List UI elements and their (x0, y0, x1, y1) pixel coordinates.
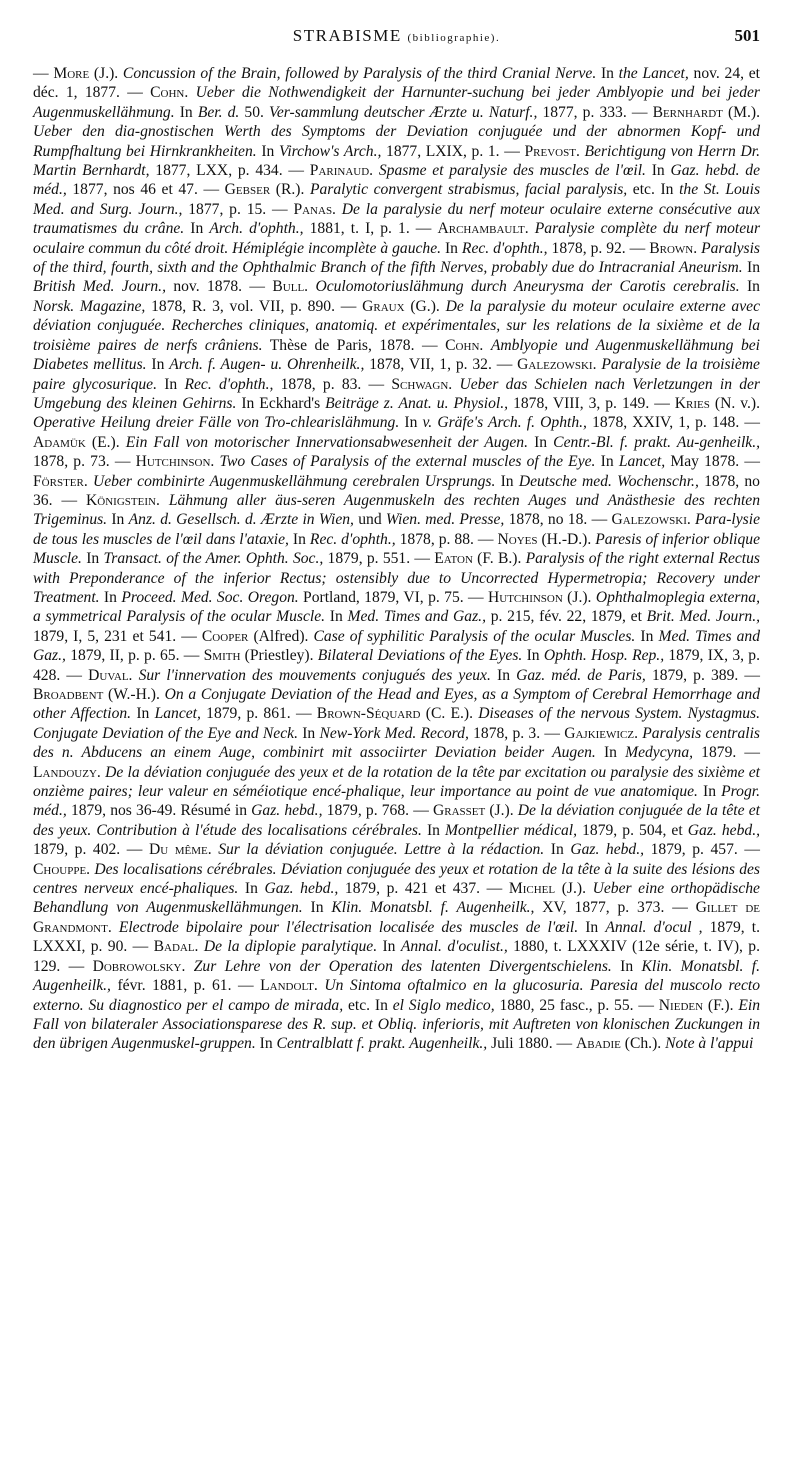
text-run: In (742, 259, 761, 277)
italic-title-run: Zur Lehre von der Operation des latenten Divergentschielens. (193, 957, 612, 975)
text-run: In (578, 918, 606, 936)
italic-title-run: Concussion of the Brain, followed by Paralysis of the third Cranial Nerve. (122, 65, 597, 82)
italic-title-run: Bilateral Deviations of the Eyes. (317, 647, 523, 665)
italic-title-run: Lancet, (618, 453, 666, 471)
text-run: 1878, p. 3. — (468, 724, 565, 742)
italic-title-run: Sur la déviation conjuguée. Lettre à la rédaction. (218, 841, 545, 859)
italic-title-run: Gaz. hebd., (251, 802, 323, 820)
italic-title-run: Two Cases of Paralysis of the external muscles of the Eye. (219, 453, 596, 471)
italic-title-run: Lancet, (154, 705, 201, 723)
italic-title-run: el Siglo medico, (392, 996, 495, 1014)
italic-title-run: Beiträge z. Anat. u. Physiol., (325, 394, 509, 412)
text-run: Juli 1880. — (487, 1035, 576, 1053)
italic-title-run: Gaz. hebd., (570, 841, 645, 859)
italic-title-run: Ueber combinirte Augenmuskellähmung cerebralen Ursprungs. (92, 472, 496, 490)
italic-title-run: Progr. méd., (33, 783, 760, 820)
text-run: In (81, 550, 104, 568)
italic-title-run: Ophthalmoplegia externa, a symmetrical Paralysis of the ocular Muscle. (33, 588, 760, 626)
italic-title-run: Virchow's Arch., (278, 142, 382, 160)
italic-title-run: the St. Louis Med. and Surg. Journ., (33, 181, 761, 218)
italic-title-run: De la diplopie paralytique. (203, 938, 378, 956)
italic-title-run: Arch. f. Augen- u. Ohrenheilk., (169, 356, 365, 374)
italic-title-run: Montpellier médical, (445, 821, 578, 839)
italic-title-run: Sur l'innervation des mouvements conjugués des yeux. (138, 666, 491, 684)
author-name-run: Hutchinson (487, 588, 563, 606)
author-name-run: Panas. (293, 200, 336, 218)
text-run: In (377, 938, 401, 956)
text-run: (J.). (89, 65, 123, 82)
text-run: 1879, I, 5, 231 et 541. — (33, 627, 202, 645)
text-run: 1879, t. LXXXI, p. 90. — (33, 918, 761, 956)
text-run: 1878, p. 92. — (547, 239, 650, 257)
text-run: In (256, 142, 279, 160)
text-run: (Alfred). (248, 627, 314, 645)
italic-title-run: Case of syphilitic Paralysis of the ocular Muscles. (313, 627, 636, 645)
italic-title-run: Ber. d. (197, 103, 240, 121)
text-run: In (544, 841, 571, 859)
italic-title-run: Berichtigung von Herrn Dr. Martin Bernhardt, (33, 142, 760, 180)
italic-title-run: De la paralysie du moteur oculaire externe avec déviation conjuguée. Recherches cliniques, anatomiq. et expérimentales, sur les relations de la sixième et de la troisième paires de nerfs crâniens. (33, 297, 760, 354)
author-name-run: Broadbent (33, 686, 104, 703)
italic-title-run: De la déviation conjuguée de la tête et des yeux. Contribution à l'étude des localisations cérébrales. (33, 802, 760, 839)
author-name-run: Förster. (33, 472, 88, 490)
text-run: In (174, 103, 198, 121)
text-run: 1879, p. 421 et 437. — (338, 880, 509, 898)
italic-title-run: Ueber die Nothwendigkeit der Harnunter-suchung bei jeder Amblyopie und bei jeder Augenmuskellähmung. (33, 84, 760, 121)
text-run (483, 337, 491, 354)
text-run: (Ch.). (620, 1035, 666, 1053)
italic-title-run: Paralysie de la troisième paire glycosurique. (33, 356, 760, 393)
author-name-run: Graux (362, 297, 405, 315)
author-name-run: Cohn. (150, 84, 189, 102)
text-run: In (527, 433, 554, 451)
text-run: (E.). (85, 433, 126, 451)
text-run: 1879, p. 457. — (644, 841, 760, 859)
text-run: — (33, 65, 54, 82)
text-run: nov. 1878. — (165, 278, 273, 296)
text-run: In (611, 957, 642, 975)
text-run: (F. B.). (472, 550, 526, 568)
author-name-run: Archambault. (437, 220, 529, 238)
page-number: 501 (734, 26, 760, 45)
bibliography-text (33, 64, 760, 1054)
text-run: (H.-D.). (537, 530, 596, 548)
italic-title-run: Norsk. Magazine, (33, 297, 146, 315)
text-run: févr. 1881, p. 61. — (110, 977, 261, 995)
author-name-run: Hutchinson. (135, 453, 215, 471)
italic-title-run: Note à l'appui (665, 1035, 754, 1053)
text-run: In (421, 821, 446, 839)
italic-title-run: Des localisations cérébrales. Déviation conjuguée des yeux et rotation de la tête à la suite des lésions des centres nerveux encé-phaliques. (33, 860, 760, 898)
text-run: In (157, 375, 185, 393)
italic-title-run: On a Conjugate Deviation of the Head and Eyes, as a Symptom of Cerebral Hemorrhage and other Affection. (33, 686, 760, 723)
text-run: In (490, 666, 517, 684)
text-run (188, 84, 195, 101)
italic-title-run: Klin. Monatsbl. f. Augenheilk., (331, 899, 535, 917)
text-run: In (441, 239, 462, 257)
text-run: 1878, VII, 1, p. 32. — (364, 356, 518, 374)
text-run: (J.). (555, 880, 593, 898)
author-name-run: Cooper (201, 627, 249, 645)
author-name-run: Landolt. (260, 977, 318, 995)
text-run: (W.-H.). (103, 686, 165, 703)
text-run: 1878, R. 3, vol. VII, p. 890. — (145, 297, 363, 315)
author-name-run: Duval. (88, 666, 133, 684)
text-run: etc. In (627, 181, 680, 199)
italic-title-run: v. Gräfe's Arch. f. Ophth., (422, 414, 587, 432)
italic-title-run: Wien. med. Presse, (385, 511, 505, 529)
author-name-run: Noyes (497, 530, 538, 548)
author-name-run: Galezowski. (517, 356, 597, 374)
italic-title-run: Paralytic convergent strabismus, facial paralysis, (309, 181, 628, 199)
italic-title-run: Gaz. hebd., (264, 880, 339, 898)
italic-title-run: Gaz. hebd. de méd., (33, 162, 760, 199)
italic-title-run: Electrode bipolaire pour l'électrisation localisée des muscles de l'œil. (118, 918, 579, 936)
text-run: 1880, t. LXXXIV (12e série, t. IV), p. 129. — (33, 938, 760, 975)
text-run: nov. 24, et déc. 1, 1877. — (33, 65, 760, 102)
italic-title-run: Ver-sammlung deutscher Ærzte u. Naturf., (269, 103, 538, 121)
text-run: In (697, 783, 722, 801)
author-name-run: Cohn. (445, 336, 484, 354)
text-run: 1879, p. 768. — (322, 802, 433, 820)
running-title (33, 26, 760, 46)
italic-title-run: Spasme et paralysie des muscles de l'œil. (378, 162, 646, 180)
text-run: In (255, 1035, 277, 1053)
text-run: 1879, p. 389. — (645, 666, 760, 684)
italic-title-run: Ein Fall von bilateraler Associationsparese des R. sup. et Obliq. inferioris, mit Auftreten von klonischen Zuckungen in den übrigen Augenmuskel-gruppen. (33, 996, 760, 1053)
text-run: (R.). (270, 181, 310, 199)
text-run: 1877, p. 333. — (537, 103, 653, 121)
italic-title-run: Rec. d'ophth., (461, 239, 548, 257)
italic-title-run: De la déviation conjuguée des yeux et de la rotation de la tête par excitation ou paralysie des sixième et onzième paires; leur valeur en séméiotique encé-phalique, leur importance au point de vue anatomique. (33, 763, 761, 801)
italic-title-run: Gaz. hebd., (687, 821, 760, 839)
italic-title-run: Klin. Monatsbl. f. Augenheilk., (33, 957, 760, 995)
italic-title-run: Centralblatt f. prakt. Augenheilk., (276, 1035, 488, 1053)
italic-title-run: Brit. Med. Journ., (646, 608, 761, 626)
author-name-run: Kries (674, 394, 710, 412)
text-run: p. 215, fév. 22, 1879, et (485, 608, 647, 626)
header-title: STRABISME (292, 26, 402, 45)
text-run: 1878, no 36. — (33, 472, 760, 509)
text-run: (Priestley). (240, 647, 318, 665)
italic-title-run: Med. Times and Gaz., (347, 608, 486, 626)
italic-title-run: Ueber den dia-gnostischen Werth des Symptoms der Deviation conjuguée und der abnormen Kopf- und Rumpfhaltung bei Hirnkrankheiten. (33, 123, 760, 160)
text-run: In (131, 705, 155, 723)
running-header (33, 26, 760, 54)
text-run: 1877, LXIX, p. 1. — (381, 142, 525, 160)
italic-title-run: Medycyna, (625, 744, 694, 762)
italic-title-run: De la paralysie du nerf moteur oculaire externe consécutive aux traumatismes du crâne. (33, 200, 760, 238)
author-name-run: Brown. (649, 239, 698, 257)
text-run: 1877, p. 15. — (182, 200, 294, 218)
italic-title-run: Annal. d'ocul , (605, 918, 703, 936)
author-name-run: Badal. (153, 938, 199, 956)
author-name-run: Adamük (33, 433, 86, 451)
text-run: 1879, II, p. p. 65. — (65, 647, 204, 665)
text-run: (C. E.). (420, 705, 479, 723)
italic-title-run: Paresis of inferior oblique Muscle. (33, 530, 761, 568)
text-run: In (635, 627, 659, 645)
italic-title-run: Annal. d'oculist., (400, 938, 508, 956)
text-run: In (596, 65, 619, 82)
italic-title-run: Centr.-Bl. f. prakt. Au-genheilk., (553, 433, 760, 451)
author-name-run: Brown-Séquard (316, 705, 421, 723)
text-run: In (739, 278, 760, 296)
italic-title-run: Ueber eine orthopädische Behandlung von Augenmuskellähmungen. (33, 880, 760, 917)
text-run: und (353, 511, 386, 529)
text-run (160, 492, 169, 509)
italic-title-run: Rec. d'ophth., (184, 375, 274, 393)
text-run: 1878, no 18. — (504, 511, 612, 529)
text-run: 1878, p. 83. — (273, 375, 392, 393)
author-name-run: Prevost. (524, 142, 580, 160)
text-run: 1878, p. 73. — (33, 453, 136, 471)
italic-title-run: Ophth. Hosp. Rep., (543, 647, 665, 665)
text-run: In (146, 356, 170, 374)
italic-title-run: Deutsche med. Wochenschr., (518, 472, 699, 490)
author-name-run: Schwagn. (391, 375, 453, 393)
text-run: May 1878. — (665, 453, 760, 471)
text-run: In (495, 472, 519, 490)
italic-title-run: Oculomotoriuslähmung durch Aneurysma der Carotis cerebralis. (315, 278, 740, 296)
text-run: 1877, nos 46 et 47. — (66, 181, 225, 199)
text-run: XV, 1877, p. 373. — (534, 899, 696, 917)
text-run: In (297, 724, 320, 742)
text-run: In (595, 744, 626, 762)
italic-title-run: Diseases of the nervous System. Nystagmus. Conjugate Deviation of the Eye and Neck. (33, 705, 761, 742)
header-subtitle: (bibliographie). (407, 32, 501, 44)
author-name-run: Parinaud. (309, 162, 374, 180)
italic-title-run: Operative Heilung dreier Fälle von Tro-chlearislähmung. (33, 414, 400, 432)
text-run: (N. v.). (709, 394, 761, 412)
author-name-run: More (53, 65, 90, 82)
italic-title-run: Rec. d'ophth., (309, 530, 396, 548)
text-run: In (238, 880, 265, 898)
author-name-run: Smith (203, 647, 241, 665)
italic-title-run: Paralysis centralis des n. Abducens an einem Auge, combinirt mit associirter Deviation beider Augen. (33, 724, 760, 762)
author-name-run: Gebser (224, 181, 271, 199)
author-name-run: Grasset (432, 802, 486, 820)
text-run: 1878, p. 88. — (395, 530, 498, 548)
text-run: 1881, t. I, p. 1. — (303, 220, 438, 238)
italic-title-run: Anz. d. Gesellsch. d. Ærzte in Wien, (128, 511, 354, 529)
text-run: In (99, 588, 122, 606)
text-run: 1879. — (693, 744, 760, 762)
text-run: 50. (239, 103, 270, 121)
text-run: In (522, 647, 544, 665)
italic-title-run: Paralysie complète du nerf moteur oculaire commun du côté droit. Hémiplégie incomplète à gauche. (33, 220, 761, 257)
italic-title-run: Paralysis of the third, fourth, sixth and the Ophthalmic Branch of the fifth Nerves, probably due do Intracranial Aneurism. (33, 239, 760, 277)
italic-title-run: Ueber das Schielen nach Verletzungen in der Umgebung des kleinen Gehirns. (33, 375, 760, 412)
text-run: 1879, nos 36-49. Résumé in (66, 802, 252, 820)
text-run: 1879, IX, 3, p. 428. — (33, 647, 760, 684)
italic-title-run: Para-lysie de tous les muscles de l'œil dans l'ataxie, (33, 511, 760, 548)
author-name-run: Bull. (272, 278, 309, 296)
italic-title-run: British Med. Journ., (33, 278, 166, 296)
author-name-run: Landouzy. (33, 763, 101, 781)
italic-title-run: New-York Med. Record, (319, 724, 469, 742)
author-name-run: Michel (508, 880, 556, 898)
author-name-run: Gajkiewicz. (564, 724, 639, 742)
text-run: In (288, 530, 310, 548)
author-name-run: Du même. (148, 841, 212, 859)
italic-title-run: Proceed. Med. Soc. Oregon. (121, 588, 299, 606)
text-run: etc. In (343, 996, 393, 1014)
author-name-run: Galezowski. (611, 511, 691, 529)
text-run: 1879, p. 504, et (577, 821, 688, 839)
author-name-run: Dobrowolsky. (92, 957, 186, 975)
italic-title-run: Arch. d'ophth., (209, 220, 304, 238)
text-run: 1877, LXX, p. 434. — (149, 162, 310, 180)
text-run: In (399, 414, 423, 432)
text-run: (F.). (703, 996, 739, 1014)
text-run: 1880, 25 fasc., p. 55. — (494, 996, 659, 1014)
italic-title-run: Transact. of the Amer. Ophth. Soc., (103, 550, 324, 568)
text-run: (M.). (722, 103, 761, 121)
author-name-run: Chouppe. (33, 860, 91, 878)
italic-title-run: Paralysis of the right external Rectus with Preponderance of the inferior Rectus; ostensibly due to Uncorrected Hypermetropia; Recovery under Treatment. (33, 550, 760, 606)
author-name-run: Abadie (576, 1035, 621, 1053)
italic-title-run: Un Sintoma oftalmico en la glucosuria. Paresia del muscolo recto externo. Su diagnostico per el campo de mirada, (33, 977, 761, 1014)
text-run: (J.). (562, 588, 596, 606)
text-run: (J.). (485, 802, 518, 820)
text-run: 1879, p. 402. — (33, 841, 149, 859)
text-run: In (645, 162, 671, 180)
text-run: In (302, 899, 332, 917)
italic-title-run: Lähmung aller äus-seren Augenmuskeln des rechten Auges und Anästhesie des rechten Trigeminus. (33, 491, 760, 529)
text-run: Thèse de Paris, 1878. — (262, 336, 446, 354)
text-run: 1878, XXIV, 1, p. 148. — (586, 414, 760, 432)
text-run (112, 919, 119, 936)
italic-title-run: Ein Fall von motorischer Innervationsabwesenheit der Augen. (125, 433, 528, 451)
author-name-run: Bernhardt (652, 103, 723, 121)
text-run: In (595, 453, 619, 471)
text-run: In Eckhard's (236, 394, 326, 412)
author-name-run: Gillet de Grandmont. (33, 899, 760, 936)
author-name-run: Nieden (658, 996, 704, 1014)
text-run: 1879, p. 551. — (323, 550, 435, 568)
text-run: 1878, VIII, 3, p. 149. — (508, 394, 675, 412)
text-run: (G.). (404, 297, 446, 315)
italic-title-run: the Lancet, (618, 65, 689, 82)
text-run: In (107, 511, 129, 529)
text-run: In (325, 608, 348, 626)
italic-title-run: Gaz. méd. de Paris, (516, 666, 646, 684)
text-run: Portland, 1879, VI, p. 75. — (298, 588, 488, 606)
author-name-run: Eaton (434, 550, 473, 568)
italic-title-run: Amblyopie und Augenmuskellähmung bei Diabetes mellitus. (33, 336, 761, 374)
text-run (185, 958, 193, 975)
author-name-run: Königstein. (86, 491, 160, 509)
text-run: In (184, 220, 210, 238)
text-run: 1879, p. 861. — (200, 705, 317, 723)
italic-title-run: Med. Times and Gaz., (33, 627, 760, 665)
